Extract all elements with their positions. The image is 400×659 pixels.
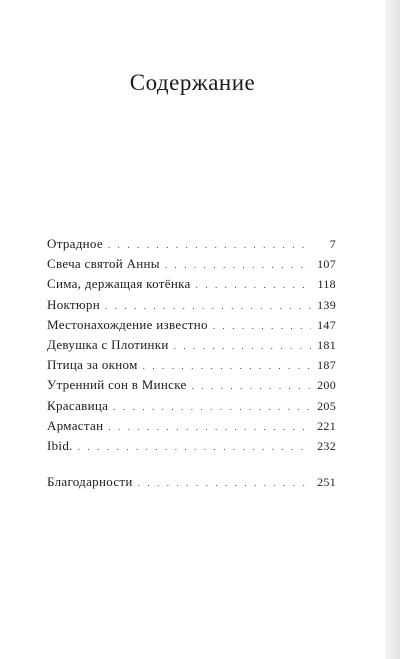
toc-entry-page: 118 (317, 277, 336, 292)
dot-leader (113, 402, 311, 412)
dot-leader (78, 442, 311, 452)
table-of-contents (47, 236, 336, 458)
toc-entry-title: Девушка с Плотинки (47, 336, 169, 352)
toc-entry-title: Ноктюрн (47, 296, 100, 312)
toc-entry-page: 107 (317, 257, 336, 272)
dot-leader (108, 422, 311, 432)
toc-entry-title: Свеча святой Анны (47, 256, 160, 272)
toc-entry-title: Местонахождение известно (47, 316, 208, 332)
toc-entry (47, 256, 336, 276)
toc-entry-page: 147 (317, 317, 336, 332)
dot-leader (105, 301, 311, 311)
acknowledgements-section (47, 474, 336, 494)
toc-entry-page: 139 (317, 297, 336, 312)
toc-entry-title: Благодарности (47, 474, 133, 489)
toc-entry (47, 236, 336, 256)
toc-entry-page: 221 (317, 418, 336, 433)
dot-leader (213, 321, 311, 331)
toc-entry (47, 337, 336, 357)
toc-entry-page: 251 (317, 475, 336, 489)
toc-entry (47, 438, 336, 458)
dot-leader (108, 240, 311, 250)
toc-entry (47, 317, 336, 337)
dot-leader (192, 381, 311, 391)
toc-entry (47, 398, 336, 418)
toc-entry-title: Ibid. (47, 437, 73, 453)
toc-entry-title: Армастан (47, 417, 104, 433)
page-title: Содержание (129, 70, 256, 95)
toc-entry (47, 418, 336, 438)
toc-entry-page: 200 (317, 378, 336, 393)
toc-entry (47, 297, 336, 317)
toc-entry-page: 187 (317, 358, 336, 373)
toc-entry (47, 357, 336, 377)
toc-entry (47, 276, 336, 296)
dot-leader (174, 341, 311, 351)
dot-leader (143, 361, 311, 371)
toc-entry-acknowledgements (47, 474, 336, 494)
toc-entry-title: Красавица (47, 397, 109, 413)
toc-entry-title: Сима, держащая котёнка (47, 276, 191, 292)
dot-leader (165, 260, 311, 270)
dot-leader (196, 280, 311, 290)
toc-entry (47, 377, 336, 397)
toc-entry-title: Птица за окном (47, 357, 138, 373)
dot-leader (138, 478, 311, 488)
toc-entry-page: 232 (317, 438, 336, 453)
toc-entry-page: 7 (329, 237, 336, 251)
page-edge (385, 0, 400, 659)
toc-entry-page: 205 (317, 398, 336, 413)
toc-entry-page: 181 (317, 337, 336, 352)
toc-entry-title: Утренний сон в Минске (47, 377, 187, 393)
toc-entry-title: Отрадное (47, 236, 103, 251)
